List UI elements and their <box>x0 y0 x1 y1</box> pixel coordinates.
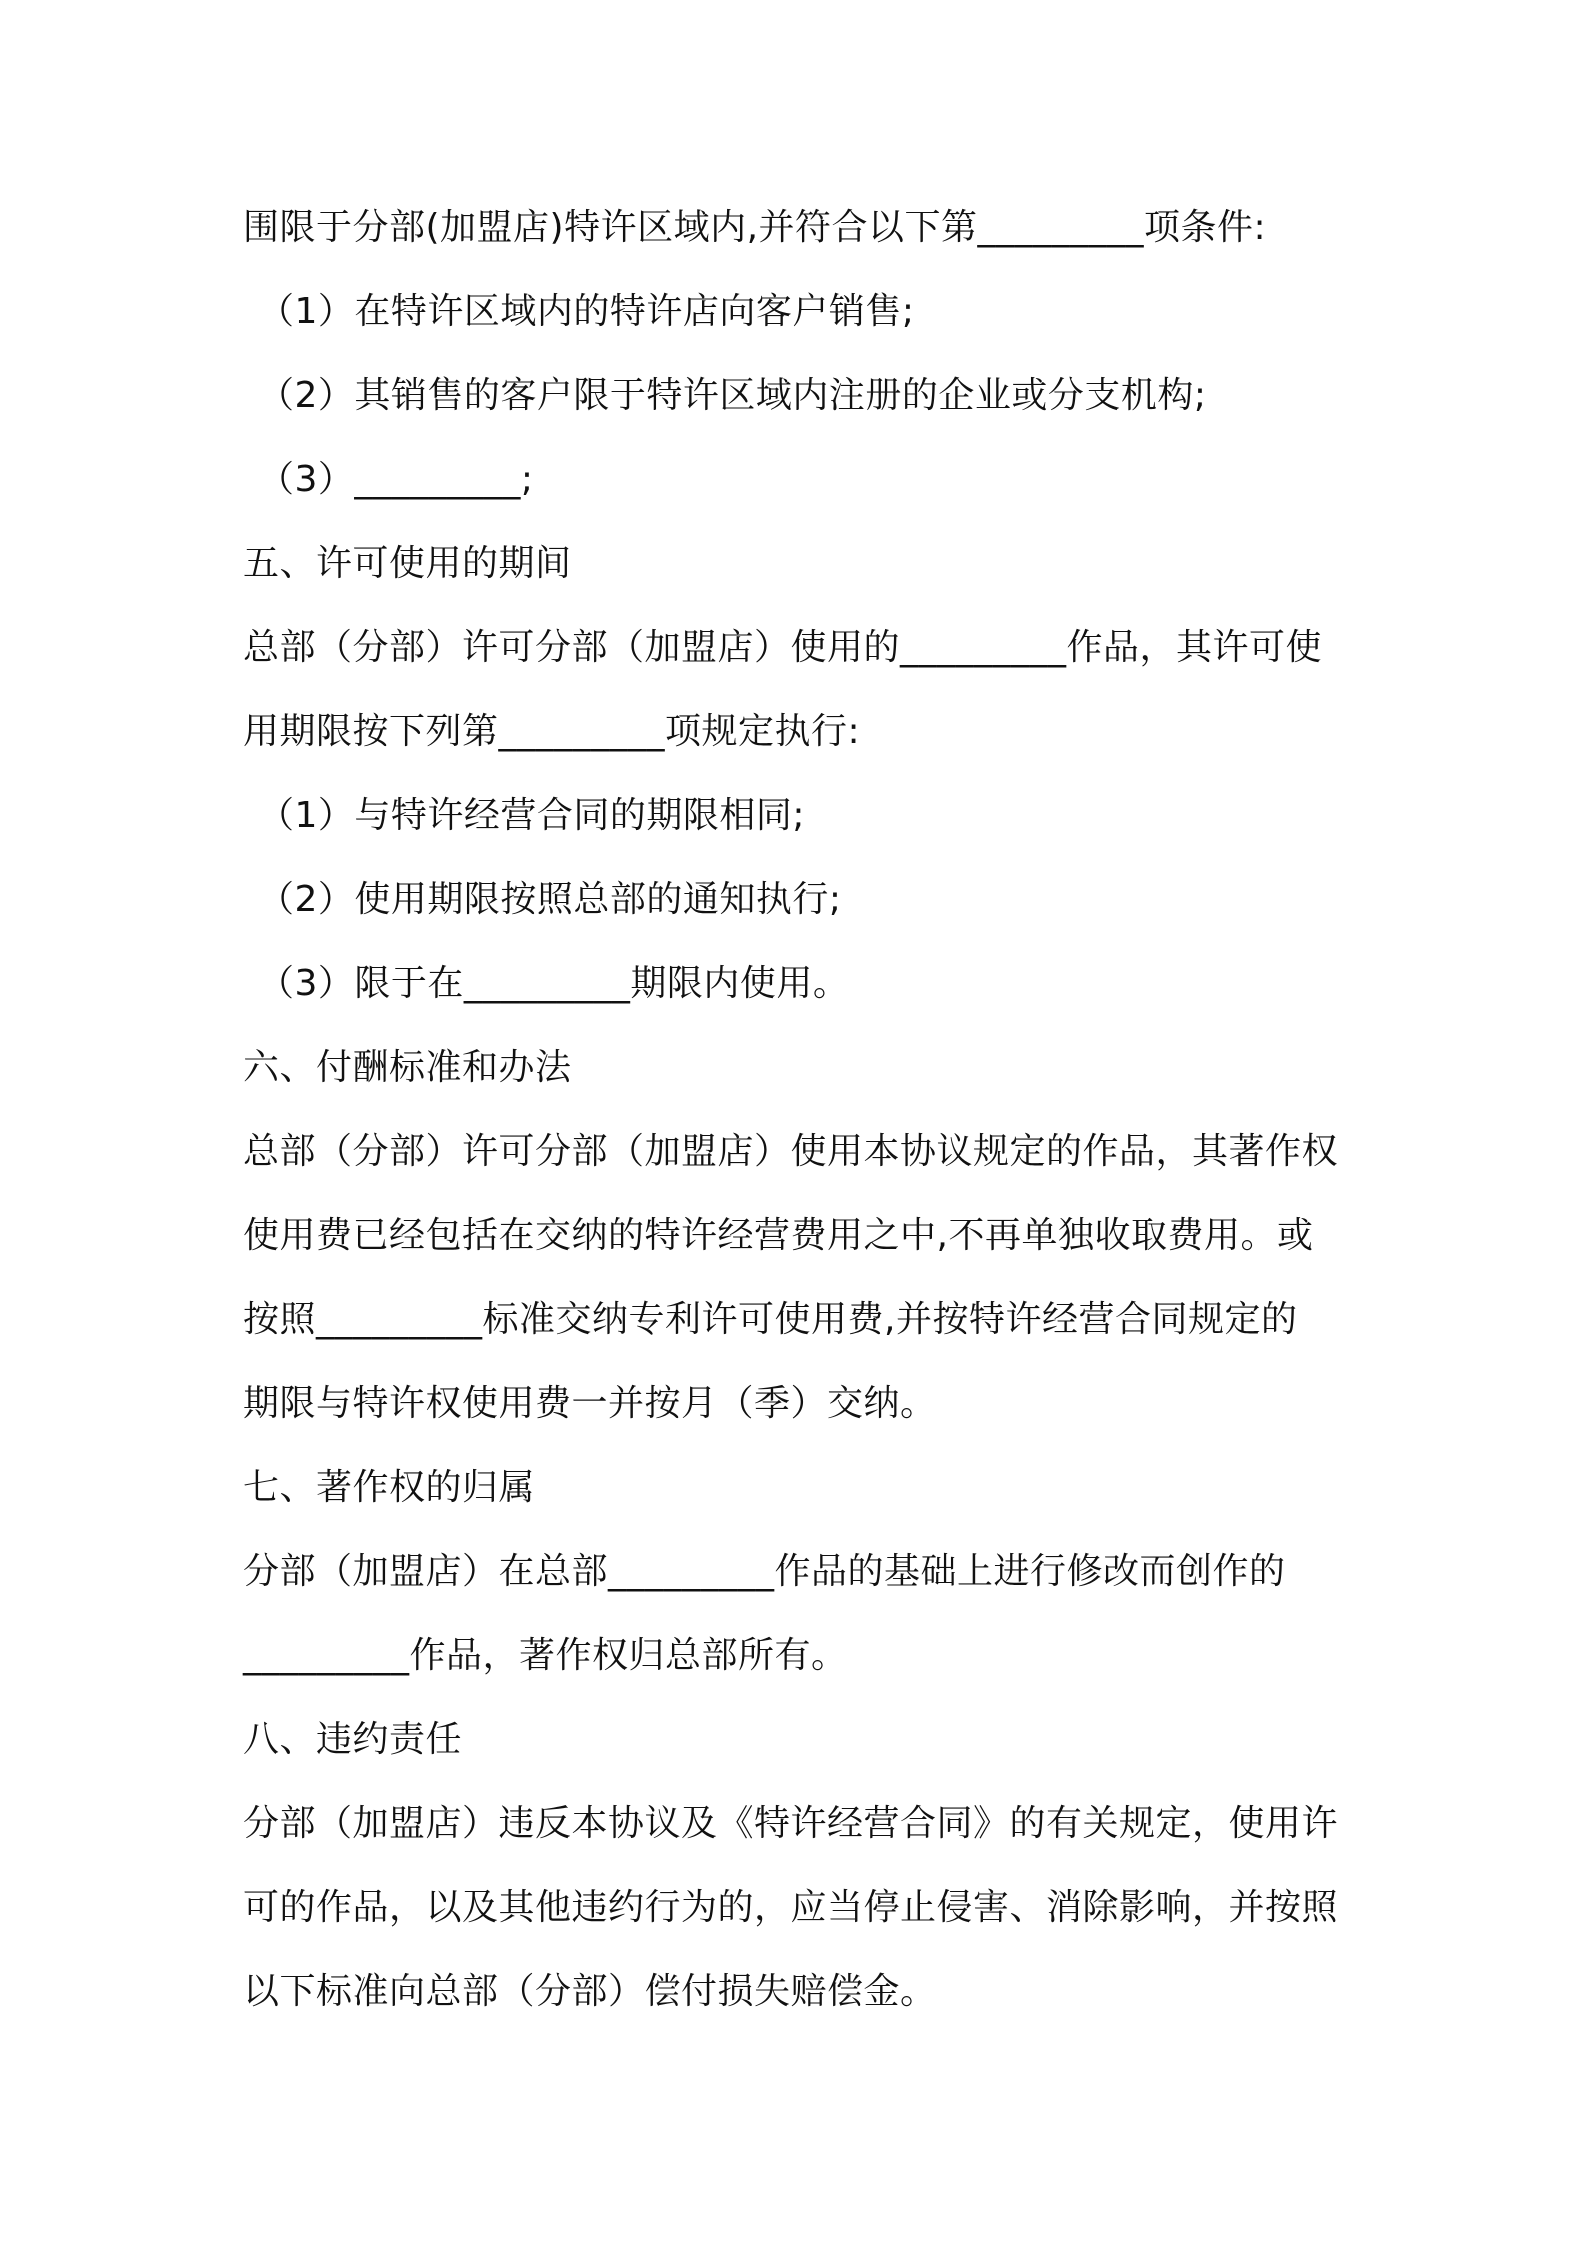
paragraph-line: 总部（分部）许可分部（加盟店）使用的_________作品，其许可使 <box>243 627 1323 668</box>
paragraph-line: 分部（加盟店）在总部_________作品的基础上进行修改而创作的 <box>243 1551 1286 1592</box>
paragraph-line: 总部（分部）许可分部（加盟店）使用本协议规定的作品，其著作权 <box>243 1131 1339 1172</box>
list-item: （2）使用期限按照总部的通知执行; <box>258 879 842 920</box>
paragraph-line: 以下标准向总部（分部）偿付损失赔偿金。 <box>243 1971 937 2012</box>
paragraph-line: _________作品，著作权归总部所有。 <box>243 1635 848 1676</box>
list-item: （1）与特许经营合同的期限相同; <box>258 795 806 836</box>
list-item: （3）_________; <box>258 459 534 500</box>
section-heading: 六、付酬标准和办法 <box>243 1047 572 1088</box>
paragraph-line: 期限与特许权使用费一并按月（季）交纳。 <box>243 1383 937 1424</box>
paragraph-line: 可的作品，以及其他违约行为的，应当停止侵害、消除影响，并按照 <box>243 1887 1339 1928</box>
paragraph-line: 围限于分部(加盟店)特许区域内,并符合以下第_________项条件: <box>243 207 1267 248</box>
paragraph-line: 按照_________标准交纳专利许可使用费,并按特许经营合同规定的 <box>243 1299 1298 1340</box>
paragraph-line: 分部（加盟店）违反本协议及《特许经营合同》的有关规定，使用许 <box>243 1803 1339 1844</box>
section-heading: 七、著作权的归属 <box>243 1467 536 1508</box>
list-item: （3）限于在_________期限内使用。 <box>258 963 850 1004</box>
list-item: （1）在特许区域内的特许店向客户销售; <box>258 291 915 332</box>
section-heading: 八、违约责任 <box>243 1719 463 1760</box>
section-heading: 五、许可使用的期间 <box>243 543 572 584</box>
list-item: （2）其销售的客户限于特许区域内注册的企业或分支机构; <box>258 375 1207 416</box>
paragraph-line: 用期限按下列第_________项规定执行: <box>243 711 861 752</box>
paragraph-line: 使用费已经包括在交纳的特许经营费用之中,不再单独收取费用。或 <box>243 1215 1314 1256</box>
